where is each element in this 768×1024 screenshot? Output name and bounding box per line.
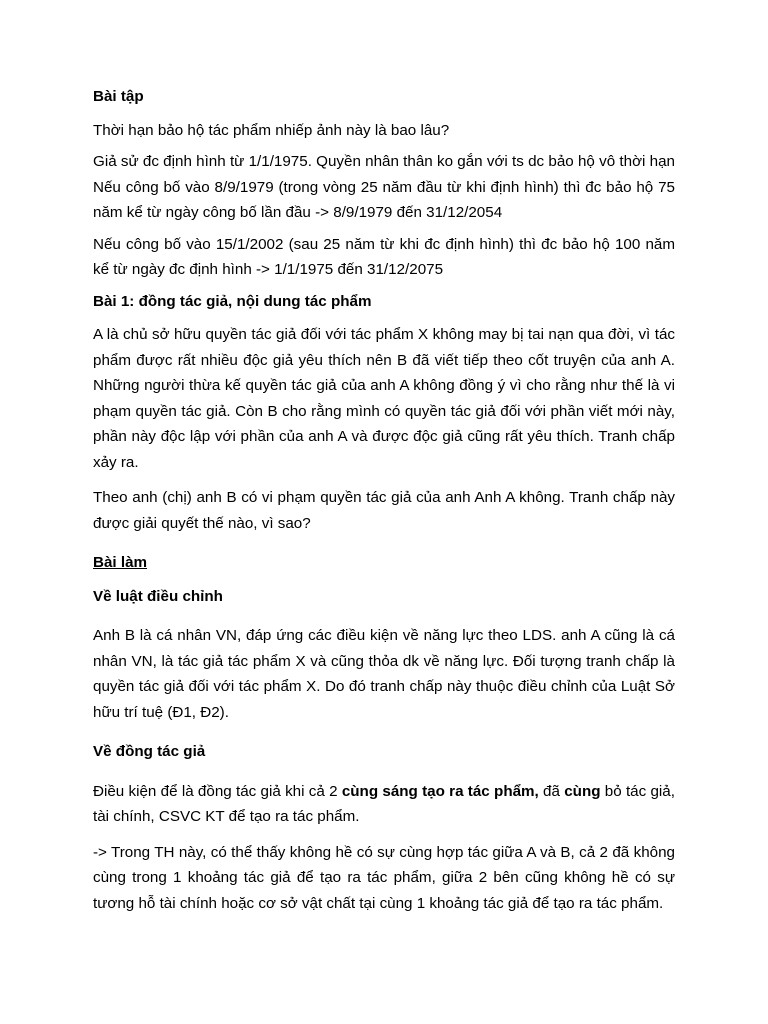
- heading-bai-lam: Bài làm: [93, 554, 148, 571]
- paragraph-protection-2: Nếu công bố vào 15/1/2002 (sau 25 năm từ khi đc định hình) thì đc bảo hộ 100 năm kể từ ngày đc định hình -> 1/1/1975 đến 31/12/2075: [93, 235, 675, 278]
- dieu-kien-bold-1: cùng sáng tạo ra tác phẩm,: [341, 782, 539, 800]
- paragraph-luat: Anh B là cá nhân VN, đáp ứng các điều kiện về năng lực theo LDS. anh A cũng là cá nhân VN, là tác giả tác phẩm X và cũng thỏa dk về năng lực. Đối tượng tranh chấp là quyền tác giả đối với tác phẩm X. Do đó tranh chấp này thuộc điều chỉnh của Luật Sở hữu trí tuệ (Đ1, Đ2).: [93, 627, 675, 721]
- dieu-kien-text-1: Điều kiện để là đồng tác giả khi cả 2: [93, 782, 342, 800]
- paragraph-case: A là chủ sở hữu quyền tác giả đối với tác phẩm X không may bị tai nạn qua đời, vì tác phẩm được rất nhiều độc giả yêu thích nên B đã viết tiếp theo cốt truyện của anh A. Những người thừa kế quyền tác giả của anh A không đồng ý vì cho rằng như thế là vi phạm quyền tác giả. Còn B cho rằng mình có quyền tác giả đối với phần viết mới này, phần này độc lập với phần của anh A và được độc giả cũng rất yêu thích. Tranh chấp xảy ra.: [93, 326, 675, 471]
- dieu-kien-bold-2: cùng: [564, 782, 601, 800]
- dieu-kien-text-2: đã: [538, 782, 565, 800]
- heading-dong-tac-gia: Về đồng tác giả: [93, 743, 206, 760]
- question-text: Thời hạn bảo hộ tác phẩm nhiếp ảnh này là bao lâu?: [93, 121, 450, 139]
- paragraph-dieu-kien: [93, 779, 675, 830]
- heading-luat-dieu-chinh: Về luật điều chỉnh: [93, 587, 223, 605]
- heading-bai-1: Bài 1: đồng tác giả, nội dung tác phẩm: [93, 292, 372, 310]
- dieu-kien-text-3: bỏ tác giả, tài chính, CSVC KT để tạo ra tác phẩm.: [93, 782, 675, 825]
- document-page: [93, 84, 675, 926]
- paragraph-protection-1: Giả sử đc định hình từ 1/1/1975. Quyền nhân thân ko gắn với ts dc bảo hộ vô thời hạn Nếu công bố vào 8/9/1979 (trong vòng 25 năm đầu từ khi định hình) thì đc bảo hộ 75 năm kể từ ngày công bố lần đầu -> 8/9/1979 đến 31/12/2054: [93, 153, 675, 221]
- paragraph-question: Theo anh (chị) anh B có vi phạm quyền tác giả của anh Anh A không. Tranh chấp này được giải quyết thế nào, vì sao?: [93, 489, 675, 532]
- paragraph-conclusion: -> Trong TH này, có thể thấy không hề có sự cùng hợp tác giữa A và B, cả 2 đã không cùng trong 1 khoảng tác giả để tạo ra tác phẩm, giữa 2 bên cũng không hề có sự tương hỗ tài chính hoặc cơ sở vật chất tại cùng 1 khoảng tác giả để tạo ra tác phẩm.: [93, 843, 675, 912]
- heading-exercise: Bài tập: [93, 88, 144, 105]
